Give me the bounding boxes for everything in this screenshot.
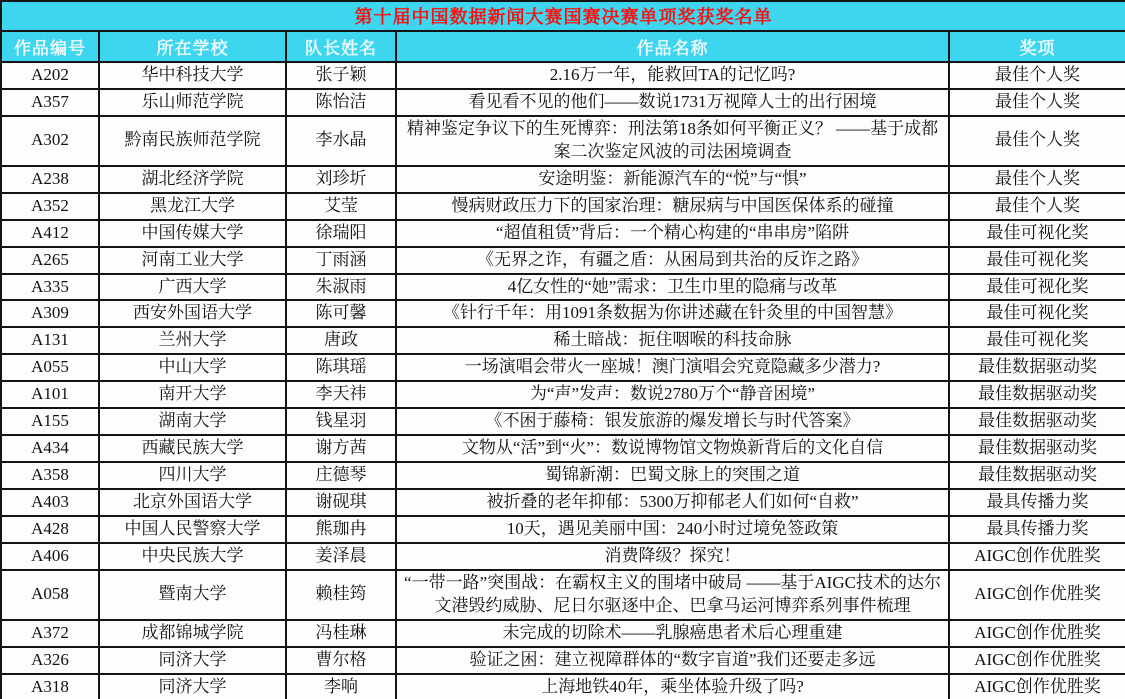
- table-row: [1, 220, 1125, 247]
- cell-school: 黔南民族师范学院: [99, 116, 286, 166]
- cell-work-title: 慢病财政压力下的国家治理：糖尿病与中国医保体系的碰撞: [396, 193, 949, 220]
- table-row: [1, 193, 1125, 220]
- cell-leader: 张子颖: [286, 62, 396, 89]
- cell-work-id: A326: [1, 647, 99, 674]
- cell-work-id: A058: [1, 570, 99, 620]
- cell-school: 湖北经济学院: [99, 166, 286, 193]
- cell-work-id: A352: [1, 193, 99, 220]
- cell-leader: 庄德琴: [286, 462, 396, 489]
- cell-school: 中国人民警察大学: [99, 516, 286, 543]
- cell-work-title: 未完成的切除术——乳腺癌患者术后心理重建: [396, 620, 949, 647]
- cell-award: 最佳可视化奖: [949, 220, 1125, 247]
- cell-school: 暨南大学: [99, 570, 286, 620]
- cell-award: 最具传播力奖: [949, 516, 1125, 543]
- cell-work-id: A309: [1, 300, 99, 327]
- cell-work-title: 2.16万一年，能救回TA的记忆吗?: [396, 62, 949, 89]
- cell-award: 最佳可视化奖: [949, 247, 1125, 274]
- table-row: [1, 247, 1125, 274]
- cell-award: 最具传播力奖: [949, 489, 1125, 516]
- cell-award: 最佳可视化奖: [949, 300, 1125, 327]
- cell-work-title: 10天，遇见美丽中国：240小时过境免签政策: [396, 516, 949, 543]
- table-row: [1, 674, 1125, 699]
- cell-school: 同济大学: [99, 647, 286, 674]
- cell-award: 最佳个人奖: [949, 116, 1125, 166]
- table-header-row: [1, 31, 1125, 62]
- cell-award: 最佳个人奖: [949, 62, 1125, 89]
- table-row: [1, 274, 1125, 301]
- cell-school: 北京外国语大学: [99, 489, 286, 516]
- column-header-work-id: 作品编号: [1, 31, 99, 62]
- cell-leader: 赖桂筠: [286, 570, 396, 620]
- cell-leader: 曹尔格: [286, 647, 396, 674]
- cell-work-title: 为“声”发声：数说2780万个“静音困境”: [396, 381, 949, 408]
- cell-work-title: 稀土暗战：扼住咽喉的科技命脉: [396, 327, 949, 354]
- cell-work-id: A357: [1, 89, 99, 116]
- table-row: [1, 89, 1125, 116]
- cell-work-id: A372: [1, 620, 99, 647]
- cell-work-id: A265: [1, 247, 99, 274]
- cell-award: 最佳数据驱动奖: [949, 354, 1125, 381]
- cell-leader: 姜泽晨: [286, 543, 396, 570]
- cell-work-title: 蜀锦新潮：巴蜀文脉上的突围之道: [396, 462, 949, 489]
- table-row: [1, 116, 1125, 166]
- cell-award: 最佳数据驱动奖: [949, 462, 1125, 489]
- cell-school: 广西大学: [99, 274, 286, 301]
- cell-school: 成都锦城学院: [99, 620, 286, 647]
- cell-school: 南开大学: [99, 381, 286, 408]
- cell-leader: 李水晶: [286, 116, 396, 166]
- table-row: [1, 327, 1125, 354]
- table-title-row: [1, 1, 1125, 31]
- cell-award: AIGC创作优胜奖: [949, 543, 1125, 570]
- cell-school: 华中科技大学: [99, 62, 286, 89]
- cell-work-id: A428: [1, 516, 99, 543]
- cell-leader: 熊珈冉: [286, 516, 396, 543]
- table-row: [1, 166, 1125, 193]
- cell-school: 中国传媒大学: [99, 220, 286, 247]
- table-row: [1, 435, 1125, 462]
- page-title: 第十届中国数据新闻大赛国赛决赛单项奖获奖名单: [1, 1, 1125, 31]
- cell-work-title: “一带一路”突围战：在霸权主义的围堵中破局 ——基于AIGC技术的达尔文港毁约威胁、尼日尔驱逐中企、巴拿马运河博弈系列事件梳理: [396, 570, 949, 620]
- cell-leader: 陈可馨: [286, 300, 396, 327]
- table-row: [1, 647, 1125, 674]
- cell-leader: 唐政: [286, 327, 396, 354]
- table-row: [1, 62, 1125, 89]
- cell-work-id: A403: [1, 489, 99, 516]
- cell-leader: 谢方茜: [286, 435, 396, 462]
- cell-work-title: 被折叠的老年抑郁：5300万抑郁老人们如何“自救”: [396, 489, 949, 516]
- cell-school: 中山大学: [99, 354, 286, 381]
- table-row: [1, 408, 1125, 435]
- cell-school: 四川大学: [99, 462, 286, 489]
- cell-school: 黑龙江大学: [99, 193, 286, 220]
- cell-work-title: 精神鉴定争议下的生死博弈：刑法第18条如何平衡正义？ ——基于成都案二次鉴定风波的司法困境调查: [396, 116, 949, 166]
- cell-work-id: A202: [1, 62, 99, 89]
- table-row: [1, 489, 1125, 516]
- column-header-work-title: 作品名称: [396, 31, 949, 62]
- cell-leader: 谢砚琪: [286, 489, 396, 516]
- table-row: [1, 381, 1125, 408]
- cell-work-title: 看见看不见的他们——数说1731万视障人士的出行困境: [396, 89, 949, 116]
- cell-work-id: A302: [1, 116, 99, 166]
- cell-leader: 钱星羽: [286, 408, 396, 435]
- cell-work-title: “超值租赁”背后：一个精心构建的“串串房”陷阱: [396, 220, 949, 247]
- cell-work-title: 《无界之诈，有疆之盾：从困局到共治的反诈之路》: [396, 247, 949, 274]
- cell-work-title: 4亿女性的“她”需求：卫生巾里的隐痛与改革: [396, 274, 949, 301]
- cell-work-id: A131: [1, 327, 99, 354]
- cell-work-id: A318: [1, 674, 99, 699]
- cell-work-id: A434: [1, 435, 99, 462]
- cell-work-title: 一场演唱会带火一座城！澳门演唱会究竟隐藏多少潜力?: [396, 354, 949, 381]
- cell-leader: 徐瑞阳: [286, 220, 396, 247]
- cell-leader: 陈怡洁: [286, 89, 396, 116]
- cell-award: AIGC创作优胜奖: [949, 647, 1125, 674]
- column-header-award: 奖项: [949, 31, 1125, 62]
- table-row: [1, 620, 1125, 647]
- table-row: [1, 570, 1125, 620]
- cell-award: 最佳个人奖: [949, 166, 1125, 193]
- cell-work-title: 文物从“活”到“火”：数说博物馆文物焕新背后的文化自信: [396, 435, 949, 462]
- cell-work-id: A101: [1, 381, 99, 408]
- cell-school: 西安外国语大学: [99, 300, 286, 327]
- cell-work-title: 消费降级？探究！: [396, 543, 949, 570]
- cell-work-id: A335: [1, 274, 99, 301]
- cell-award: 最佳个人奖: [949, 89, 1125, 116]
- cell-leader: 朱淑雨: [286, 274, 396, 301]
- column-header-school: 所在学校: [99, 31, 286, 62]
- cell-leader: 艾莹: [286, 193, 396, 220]
- cell-leader: 李响: [286, 674, 396, 699]
- cell-award: 最佳个人奖: [949, 193, 1125, 220]
- cell-school: 河南工业大学: [99, 247, 286, 274]
- cell-work-title: 安途明鉴：新能源汽车的“悦”与“惧”: [396, 166, 949, 193]
- cell-award: 最佳数据驱动奖: [949, 381, 1125, 408]
- cell-work-title: 《不困于藤椅：银发旅游的爆发增长与时代答案》: [396, 408, 949, 435]
- cell-leader: 丁雨涵: [286, 247, 396, 274]
- cell-leader: 陈琪瑶: [286, 354, 396, 381]
- cell-school: 西藏民族大学: [99, 435, 286, 462]
- table-row: [1, 462, 1125, 489]
- table-row: [1, 354, 1125, 381]
- cell-school: 湖南大学: [99, 408, 286, 435]
- cell-school: 兰州大学: [99, 327, 286, 354]
- cell-award: AIGC创作优胜奖: [949, 674, 1125, 699]
- table-row: [1, 300, 1125, 327]
- cell-leader: 刘珍圻: [286, 166, 396, 193]
- cell-work-title: 《针行千年：用1091条数据为你讲述藏在针灸里的中国智慧》: [396, 300, 949, 327]
- cell-work-id: A238: [1, 166, 99, 193]
- cell-work-id: A055: [1, 354, 99, 381]
- cell-award: AIGC创作优胜奖: [949, 620, 1125, 647]
- cell-leader: 冯桂琳: [286, 620, 396, 647]
- cell-work-title: 验证之困：建立视障群体的“数字盲道”我们还要走多远: [396, 647, 949, 674]
- cell-work-id: A412: [1, 220, 99, 247]
- cell-award: 最佳数据驱动奖: [949, 435, 1125, 462]
- cell-school: 中央民族大学: [99, 543, 286, 570]
- table-row: [1, 516, 1125, 543]
- cell-award: AIGC创作优胜奖: [949, 570, 1125, 620]
- cell-work-id: A155: [1, 408, 99, 435]
- cell-work-id: A358: [1, 462, 99, 489]
- cell-award: 最佳数据驱动奖: [949, 408, 1125, 435]
- cell-school: 同济大学: [99, 674, 286, 699]
- cell-award: 最佳可视化奖: [949, 327, 1125, 354]
- column-header-leader: 队长姓名: [286, 31, 396, 62]
- table-row: [1, 543, 1125, 570]
- table-body: [1, 62, 1125, 699]
- cell-work-title: 上海地铁40年，乘坐体验升级了吗?: [396, 674, 949, 699]
- cell-leader: 李天祎: [286, 381, 396, 408]
- cell-work-id: A406: [1, 543, 99, 570]
- cell-school: 乐山师范学院: [99, 89, 286, 116]
- cell-award: 最佳可视化奖: [949, 274, 1125, 301]
